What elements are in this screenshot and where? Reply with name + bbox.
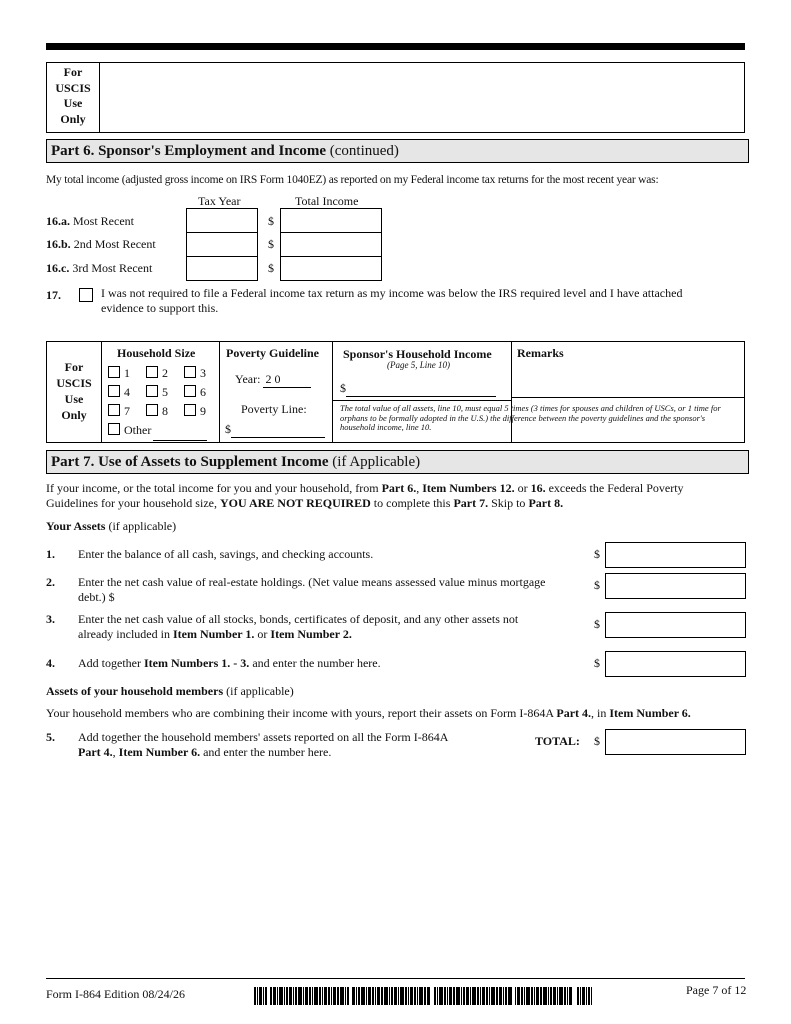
total-income-field-16b[interactable]: [280, 232, 382, 257]
total-income-header: Total Income: [295, 194, 359, 208]
barcode-icon: [254, 987, 592, 1005]
item2-text-2: debt.) $: [78, 590, 115, 604]
item3-text: Enter the net cash value of all stocks, bonds, certificates of deposit, and any other assets not: [78, 612, 519, 626]
cash-balance-field[interactable]: [605, 542, 746, 568]
part6-header: Part 6. Sponsor's Employment and Income (continued): [46, 139, 749, 163]
size-checkbox-3[interactable]: [184, 366, 196, 378]
tax-year-field-16c[interactable]: [186, 256, 258, 281]
sponsor-income-field[interactable]: [346, 381, 496, 397]
item4-text: Add together Item Numbers 1. - 3. and enter the number here.: [78, 656, 381, 670]
tax-year-header: Tax Year: [198, 194, 241, 208]
uscis-use-only-label: For USCIS Use Only: [47, 63, 100, 132]
poverty-year-field[interactable]: 2 0: [263, 372, 311, 388]
household-size-table: [46, 341, 745, 443]
sponsor-income-header: Sponsor's Household Income: [343, 347, 492, 361]
item3-text-2: already included in Item Number 1. or Item Number 2.: [78, 627, 352, 641]
household-assets-heading: Assets of your household members (if applicable): [46, 684, 294, 698]
part6-intro: My total income (adjusted gross income on IRS Form 1040EZ) as reported on my Federal income tax returns for the most recent year was:: [46, 174, 659, 186]
size-checkbox-8[interactable]: [146, 404, 158, 416]
household-members-text: Your household members who are combining their income with yours, report their assets on Form I-864A Part 4., in Item Number 6.: [46, 706, 691, 720]
part7-intro-2: Guidelines for your household size, YOU ARE NOT REQUIRED to complete this Part 7. Skip to Part 8.: [46, 496, 564, 510]
poverty-line-field[interactable]: [231, 422, 325, 438]
item17-text: I was not required to file a Federal income tax return as my income was below the IRS required level and I have attached: [101, 286, 683, 300]
part7-header: Part 7. Use of Assets to Supplement Income (if Applicable): [46, 450, 749, 474]
size-checkbox-9[interactable]: [184, 404, 196, 416]
top-rule: [46, 43, 745, 50]
real-estate-field[interactable]: [605, 573, 746, 599]
assets-total-field[interactable]: [605, 651, 746, 677]
poverty-year: Year: 2 0: [235, 372, 311, 388]
size-checkbox-7[interactable]: [108, 404, 120, 416]
your-assets-heading: Your Assets (if applicable): [46, 519, 177, 533]
total-income-field-16c[interactable]: [280, 256, 382, 281]
item17-checkbox[interactable]: [79, 288, 93, 302]
sponsor-income-ref: (Page 5, Line 10): [387, 360, 450, 370]
household-size-header: Household Size: [117, 346, 196, 360]
item2-text: Enter the net cash value of real-estate holdings. (Net value means assessed value minus mortgage: [78, 575, 546, 589]
sponsor-income: $: [340, 381, 496, 397]
footer-rule: [46, 978, 745, 979]
household-size-options: 1 2 3 4 5 6 7 8 9 Other: [108, 364, 207, 441]
item17-text-2: evidence to support this.: [101, 301, 219, 315]
size-checkbox-4[interactable]: [108, 385, 120, 397]
total-label: TOTAL:: [535, 734, 580, 748]
stocks-bonds-field[interactable]: [605, 612, 746, 638]
household-total-field[interactable]: [605, 729, 746, 755]
uscis-use-only-label-2: For USCIS Use Only: [56, 360, 92, 422]
item17-number: 17.: [46, 288, 61, 302]
size-checkbox-6[interactable]: [184, 385, 196, 397]
page-number: Page 7 of 12: [686, 983, 747, 997]
poverty-line-label: Poverty Line:: [241, 402, 307, 416]
item5-text: Add together the household members' assets reported on all the Form I-864A: [78, 730, 449, 744]
poverty-line: $: [225, 422, 325, 438]
tax-year-field-16b[interactable]: [186, 232, 258, 257]
item1-text: Enter the balance of all cash, savings, and checking accounts.: [78, 547, 374, 561]
size-checkbox-other[interactable]: [108, 423, 120, 435]
part7-intro: If your income, or the total income for you and your household, from Part 6., Item Numbers 12. or 16. exceeds the Federal Poverty: [46, 481, 684, 495]
size-checkbox-5[interactable]: [146, 385, 158, 397]
size-checkbox-2[interactable]: [146, 366, 158, 378]
size-checkbox-1[interactable]: [108, 366, 120, 378]
total-income-field-16a[interactable]: [280, 208, 382, 233]
assets-note: The total value of all assets, line 10, must equal 5 times (3 times for spouses and children of USCs, or 1 time for orphans to be formally adopted in the U.S.) the difference between the poverty guidelines and the sponsor's household income, line 10.: [340, 403, 721, 432]
item5-text-2: Part 4., Item Number 6. and enter the number here.: [78, 745, 332, 759]
poverty-guideline-header: Poverty Guideline: [226, 346, 319, 360]
form-edition: Form I-864 Edition 08/24/26: [46, 987, 185, 1001]
uscis-use-only-box: [46, 62, 745, 133]
tax-year-field-16a[interactable]: [186, 208, 258, 233]
remarks-header: Remarks: [517, 346, 564, 360]
other-size-field[interactable]: [153, 421, 207, 441]
